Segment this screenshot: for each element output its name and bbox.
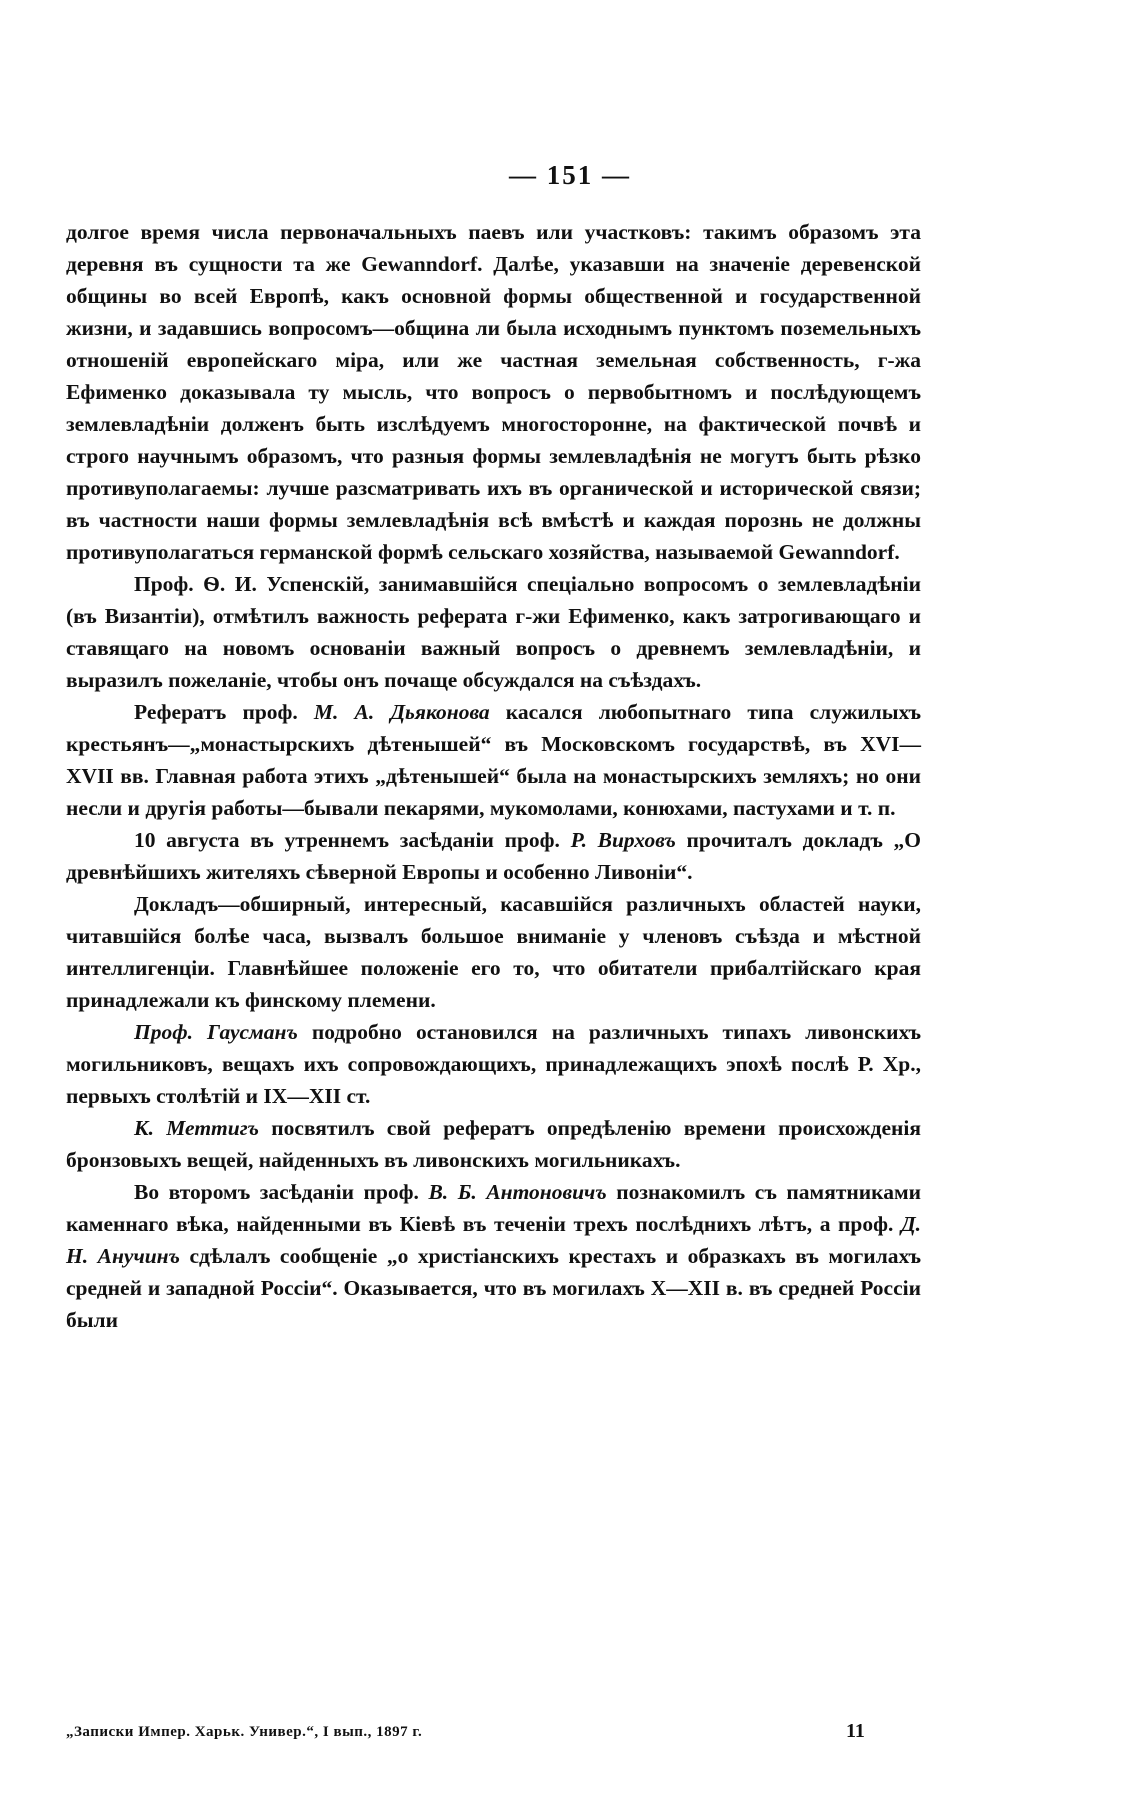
paragraph-4-text: прочиталъ докладъ „О древнѣйшихъ жителяхъ сѣверной Европы и особенно Ливоніи“. [66, 828, 921, 884]
person-name-antonovich: В. Б. Антоновичъ [428, 1180, 607, 1204]
page-footer [66, 1720, 921, 1750]
paragraph-8-text: сдѣлалъ сообщеніе „о христіанскихъ крестахъ и образкахъ въ могилахъ средней и западной Россіи“. Оказывается, что въ могилахъ X—XII в. въ средней Россіи были [66, 1244, 921, 1332]
person-name-hausmann: Проф. Гаусманъ [134, 1020, 298, 1044]
paragraph-1: долгое время числа первоначальныхъ паевъ или участковъ: такимъ образомъ эта деревня въ сущности та же Gewanndorf. Далѣе, указавши на значеніе деревенской общины во всей Европѣ, какъ основной формы общественной и государственной жизни, и задавшись вопросомъ—община ли была исходнымъ пунктомъ поземельныхъ отношеній европейскаго міра, или же частная земельная собственность, г-жа Ефименко доказывала ту мысль, что вопросъ о первобытномъ и послѣдующемъ землевладѣніи долженъ быть изслѣдуемъ многосторонне, на фактической почвѣ и строго научнымъ образомъ, что разныя формы землевладѣнія не могутъ быть рѣзко противуполагаемы: лучше разсматривать ихъ въ органической и исторической связи; въ частности наши формы землевладѣнія всѣ вмѣстѣ и каждая порознь не должны противуполагаться германской формѣ сельскаго хозяйства, называемой Gewanndorf. [66, 220, 921, 564]
paragraph-7-text: посвятилъ свой рефератъ опредѣленію времени происхожденія бронзовыхъ вещей, найденныхъ въ ливонскихъ могильникахъ. [66, 1116, 922, 1172]
paragraph-6 [66, 1016, 921, 1112]
person-name-mettig: К. Меттигъ [134, 1116, 259, 1140]
paragraph-6-text: подробно остановился на различныхъ типахъ ливонскихъ могильниковъ, вещахъ ихъ сопровождающихъ, принадлежащихъ эпохѣ послѣ Р. Хр., первыхъ столѣтій и IX—XII ст. [66, 1020, 922, 1108]
paragraph-7 [66, 1112, 921, 1176]
footer-source: „Записки Импер. Харьк. Универ.“, I вып., 1897 г. [66, 1724, 423, 1740]
paragraph-3-lead: Рефератъ проф. [134, 700, 314, 724]
paragraph-4-lead: 10 августа въ утреннемъ засѣданіи проф. [134, 828, 571, 852]
paragraph-3 [66, 696, 921, 824]
page-number: — 151 — [509, 160, 631, 190]
paragraph-3-text: касался любопытнаго типа служилыхъ крестьянъ—„монастырскихъ дѣтенышей“ въ Московскомъ государствѣ, въ XVI—XVII вв. Главная работа этихъ „дѣтенышей“ была на монастырскихъ земляхъ; но они несли и другія работы—бывали пекарями, мукомолами, конюхами, пастухами и т. п. [66, 700, 921, 820]
paragraph-2: Проф. Ѳ. И. Успенскій, занимавшійся спеціально вопросомъ о землевладѣніи (въ Византіи), отмѣтилъ важность реферата г-жи Ефименко, какъ затрогивающаго и ставящаго на новомъ основаніи важный вопросъ о древнемъ землевладѣніи, и выразилъ пожеланіе, чтобы онъ почаще обсуждался на съѣздахъ. [66, 572, 921, 692]
body-text [66, 216, 921, 1336]
person-name-dyakonov: М. А. Дьяконова [313, 700, 490, 724]
paragraph-8-mid: познакомилъ съ памятниками каменнаго вѣка, найденными въ Кіевѣ въ теченіи трехъ послѣднихъ лѣтъ, а проф. [66, 1180, 922, 1236]
paragraph-5: Докладъ—обширный, интересный, касавшійся различныхъ областей науки, читавшійся болѣе часа, вызвалъ большое вниманіе у членовъ съѣзда и мѣстной интеллигенціи. Главнѣйшее положеніе его то, что обитатели прибалтійскаго края принадлежали къ финскому племени. [66, 892, 921, 1012]
paragraph-8-lead: Во второмъ засѣданіи проф. [134, 1180, 429, 1204]
person-name-anuchin: Д. Н. Анучинъ [66, 1212, 921, 1268]
person-name-virchow: Р. Вирховъ [570, 828, 676, 852]
paragraph-8 [66, 1176, 921, 1336]
signature-mark: 11 [846, 1720, 865, 1742]
paragraph-4 [66, 824, 921, 888]
